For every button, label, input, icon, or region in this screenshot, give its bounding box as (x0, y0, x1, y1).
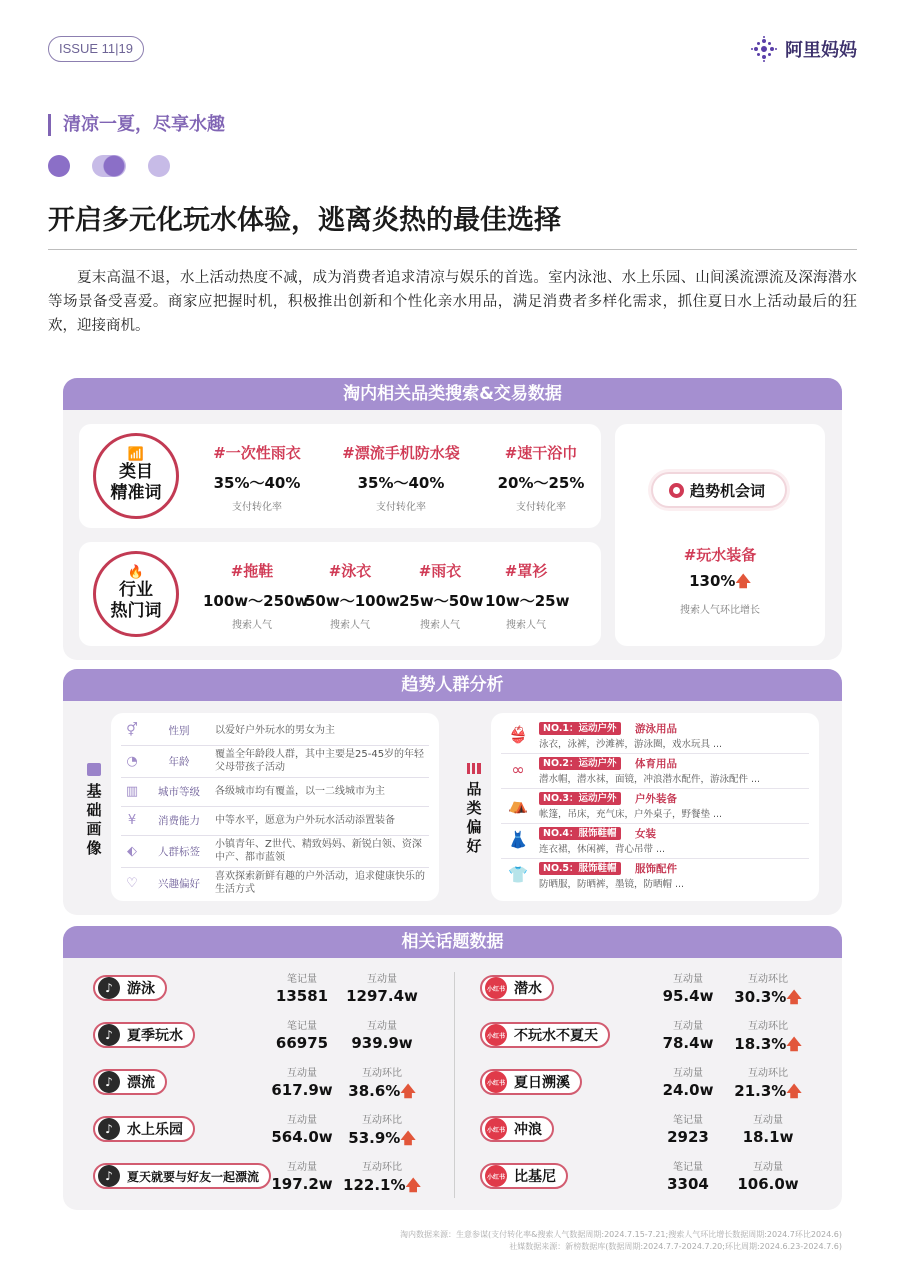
stat-value: 24.0w (662, 1081, 714, 1099)
profile-value: 各级城市均有覆盖，以一二线城市为主 (215, 786, 385, 797)
metric-value: 50w～100w (305, 592, 400, 610)
stat-label: 互动量 (287, 1068, 317, 1079)
profile-char: 画 (86, 820, 102, 838)
topic-tag[interactable] (93, 1163, 271, 1189)
metric-tag: #拖鞋 (230, 562, 274, 580)
xiaohongshu-icon: 小红书 (485, 1118, 507, 1140)
stat-value-row (262, 987, 342, 1005)
topic-name: 游泳 (127, 981, 155, 997)
swimsuit-icon: 👙 (508, 725, 528, 744)
douyin-icon: ♪ (98, 1118, 120, 1140)
dot-dark (48, 155, 70, 177)
stat-label: 互动量 (673, 1068, 703, 1079)
topic-name: 夏季玩水 (127, 1028, 183, 1044)
topic-tag[interactable] (93, 1116, 195, 1142)
topic-stat (262, 1064, 342, 1099)
category-name: 户外装备 (635, 793, 677, 805)
tag-icon: ⬖ (127, 843, 137, 859)
metric-value: 20%～25% (497, 474, 585, 492)
profile-value: 覆盖全年龄段人群，其中主要是25-45岁的年轻父母带孩子活动 (215, 749, 425, 773)
up-arrow-icon: 🡅 (786, 1082, 802, 1100)
growth-chart-icon: 📶 (127, 447, 145, 462)
stat-value: 939.9w (351, 1034, 413, 1052)
stat-value: 13581 (275, 987, 329, 1005)
category-desc: 连衣裙，休闲裤，背心吊带 ... (539, 844, 666, 855)
metric-value: 25w～50w (399, 592, 484, 610)
up-arrow-icon: 🡅 (400, 1082, 416, 1100)
topic-stat (728, 1064, 808, 1106)
row-divider (121, 835, 429, 836)
douyin-icon: ♪ (98, 1071, 120, 1093)
topic-tag[interactable] (93, 1022, 195, 1048)
issue-badge: ISSUE 11|19 (48, 36, 144, 62)
topic-column-divider (454, 972, 455, 1198)
category-rank-tag: NO.1：运动户外 (539, 722, 621, 735)
topic-name: 不玩水不夏天 (514, 1028, 598, 1044)
stat-value: 2923 (667, 1128, 709, 1146)
stat-value: 18.3% (734, 1035, 787, 1053)
precise-words-card (79, 424, 601, 528)
up-arrow-icon: 🡅 (400, 1129, 416, 1147)
opportunity-pill (651, 472, 787, 508)
metric-label: 支付转化率 (232, 502, 282, 513)
category-item (501, 756, 809, 788)
topic-stat (648, 1111, 728, 1146)
stat-label: 笔记量 (287, 974, 317, 985)
category-name: 女装 (635, 828, 656, 840)
xiaohongshu-icon: 小红书 (485, 1165, 507, 1187)
topic-stat (342, 1111, 422, 1153)
stat-value: 66975 (275, 1034, 329, 1052)
topic-stat (648, 1017, 728, 1052)
row-divider (121, 777, 429, 778)
footnote (400, 1229, 842, 1253)
stat-label: 互动量 (287, 1162, 317, 1173)
footnote-line: 社媒数据来源：新榜数据库(数据周期:2024.7.7-2024.7.20;环比周期:2024.6.23-2024.7.6) (509, 1242, 842, 1251)
precise-metric (341, 442, 461, 513)
hot-label-2: 热门词 (110, 601, 162, 621)
stat-value: 197.2w (271, 1175, 333, 1193)
stat-label: 笔记量 (673, 1162, 703, 1173)
dress-icon: 👗 (508, 830, 528, 849)
crowd-panel-title: 趋势人群分析 (63, 669, 842, 701)
topic-name: 水上乐园 (127, 1122, 183, 1138)
topic-stat (648, 970, 728, 1005)
opportunity-card (615, 424, 825, 646)
stat-value-row (728, 987, 808, 1012)
category-item (501, 721, 809, 753)
stat-value-row (648, 1081, 728, 1099)
xiaohongshu-icon: 小红书 (485, 1071, 507, 1093)
profile-row (121, 869, 429, 897)
category-desc: 潜水帽，潜水袜，面镜，冲浪潜水配件，游泳配件 ... (539, 774, 761, 785)
dot-mid (92, 155, 126, 177)
stat-label: 笔记量 (287, 1021, 317, 1032)
row-divider (121, 745, 429, 746)
topic-panel-title: 相关话题数据 (63, 926, 842, 958)
profile-key: 城市等级 (158, 786, 200, 798)
profile-row (121, 809, 429, 832)
category-item (501, 861, 809, 893)
stat-label: 互动环比 (748, 1021, 788, 1032)
profile-key: 消费能力 (158, 815, 200, 827)
metric-label: 搜索人气 (420, 620, 460, 631)
opportunity-metric (655, 544, 785, 616)
topic-stat (262, 970, 342, 1005)
metric-tag: #漂流手机防水袋 (342, 444, 460, 462)
stat-label: 互动量 (673, 1021, 703, 1032)
stat-value-row (648, 1175, 728, 1193)
category-desc: 帐篷，吊床，充气床，户外桌子，野餐垫 ... (539, 809, 723, 820)
alimama-logo-icon (751, 36, 777, 62)
profile-row (121, 747, 429, 775)
row-divider (501, 788, 809, 789)
category-side-label (463, 763, 485, 856)
hot-words-card (79, 542, 601, 646)
profile-icon (87, 763, 101, 776)
decorative-dots (48, 153, 178, 179)
profile-char: 础 (86, 801, 102, 819)
topic-name: 潜水 (514, 981, 542, 997)
dot-light (148, 155, 170, 177)
row-divider (501, 858, 809, 859)
stat-value: 617.9w (271, 1081, 333, 1099)
stat-label: 互动量 (753, 1115, 783, 1126)
page-title: 开启多元化玩水体验，逃离炎热的最佳选择 (48, 205, 561, 236)
opportunity-value-row (655, 571, 785, 596)
category-rank-tag: NO.2：运动户外 (539, 757, 621, 770)
stat-value-row (648, 1034, 728, 1052)
brand-name: 阿里妈妈 (785, 40, 857, 61)
profile-side-label (83, 763, 105, 858)
profile-value: 中等水平，愿意为户外玩水活动添置装备 (215, 815, 395, 826)
metric-tag: #雨衣 (418, 562, 462, 580)
opportunity-pill-label: 趋势机会词 (690, 481, 766, 500)
hot-label-1: 行业 (119, 580, 153, 600)
topic-name: 比基尼 (514, 1169, 556, 1185)
precise-words-badge (93, 433, 179, 519)
profile-row (121, 837, 429, 865)
opportunity-label: 搜索人气环比增长 (680, 605, 760, 616)
category-rank-tag: NO.3：运动户外 (539, 792, 621, 805)
topic-stat (728, 1017, 808, 1059)
stat-label: 互动量 (287, 1115, 317, 1126)
stat-value: 78.4w (662, 1034, 714, 1052)
stat-value-row (342, 1081, 422, 1106)
topic-stat (262, 1158, 342, 1193)
metric-tag: #速干浴巾 (504, 444, 578, 462)
stat-value-row (648, 987, 728, 1005)
stat-value: 3304 (667, 1175, 709, 1193)
category-rank-tag: NO.4：服饰鞋帽 (539, 827, 621, 840)
profile-char: 基 (86, 782, 102, 800)
crowd-panel (63, 669, 842, 915)
metric-value: 10w～25w (485, 592, 570, 610)
row-divider (121, 867, 429, 868)
flame-icon: 🔥 (127, 565, 145, 580)
douyin-icon: ♪ (98, 1024, 120, 1046)
gender-icon: ⚥ (126, 723, 138, 738)
stat-label: 互动环比 (362, 1068, 402, 1079)
stat-value-row (728, 1034, 808, 1059)
opportunity-value: 130% (689, 572, 736, 590)
stat-value: 106.0w (737, 1175, 799, 1193)
precise-label-2: 精准词 (110, 483, 162, 503)
hot-metric (203, 560, 309, 631)
opportunity-tag: #玩水装备 (683, 546, 757, 564)
city-icon: ▥ (125, 784, 139, 799)
stat-value-row (728, 1128, 808, 1146)
xiaohongshu-icon: 小红书 (485, 977, 507, 999)
stat-value-row (728, 1081, 808, 1106)
profile-key: 性别 (168, 725, 190, 737)
metric-label: 搜索人气 (232, 620, 272, 631)
up-arrow-icon: 🡅 (786, 1035, 802, 1053)
stat-value-row (728, 1175, 808, 1193)
category-name: 体育用品 (635, 758, 677, 770)
metric-value: 35%～40% (213, 474, 301, 492)
category-name: 服饰配件 (635, 863, 677, 875)
topic-tag[interactable] (93, 1069, 167, 1095)
stat-value-row (262, 1034, 342, 1052)
category-name: 游泳用品 (635, 723, 677, 735)
topic-stat (342, 1017, 422, 1052)
xiaohongshu-icon: 小红书 (485, 1024, 507, 1046)
category-item (501, 826, 809, 858)
topic-stat (342, 1064, 422, 1106)
category-rank-tag: NO.5：服饰鞋帽 (539, 862, 621, 875)
stat-value: 38.6% (348, 1082, 401, 1100)
category-char: 品 (466, 780, 482, 798)
bar-chart-icon (467, 763, 481, 774)
stat-label: 互动环比 (748, 1068, 788, 1079)
category-char: 偏 (466, 818, 482, 836)
profile-row (121, 719, 429, 742)
search-data-panel (63, 378, 842, 660)
douyin-icon: ♪ (98, 977, 120, 999)
profile-value: 以爱好户外玩水的男女为主 (215, 725, 335, 736)
stat-value: 53.9% (348, 1129, 401, 1147)
topic-stat (262, 1017, 342, 1052)
topic-stat (728, 1111, 808, 1146)
metric-value: 100w～250w (203, 592, 309, 610)
stat-label: 互动环比 (362, 1162, 402, 1173)
topic-tag[interactable] (480, 1163, 568, 1189)
ring-icon (669, 483, 684, 498)
profile-char: 像 (86, 839, 102, 857)
stat-label: 笔记量 (673, 1115, 703, 1126)
metric-tag: #泳衣 (328, 562, 372, 580)
tent-icon: ⛺ (508, 795, 528, 814)
topic-tag[interactable] (480, 975, 554, 1001)
hot-metric (305, 560, 400, 631)
topic-stat (342, 970, 422, 1005)
topic-tag[interactable] (480, 1116, 554, 1142)
hot-words-badge (93, 551, 179, 637)
brand-logo (751, 36, 857, 62)
hot-metric (485, 560, 570, 631)
up-arrow-icon: 🡅 (405, 1176, 421, 1194)
topic-stat (342, 1158, 422, 1200)
stat-value: 95.4w (662, 987, 714, 1005)
topic-tag[interactable] (93, 975, 167, 1001)
stat-value: 1297.4w (346, 987, 418, 1005)
stat-value: 18.1w (742, 1128, 794, 1146)
footnote-line: 淘内数据来源：生意参谋(支付转化率&搜索人气数据周期:2024.7.15-7.21;搜索人气环比增长数据周期:2024.7环比2024.6) (400, 1230, 842, 1239)
topic-stat (728, 1158, 808, 1193)
precise-metric (491, 442, 591, 513)
age-icon: ◔ (126, 753, 138, 769)
up-arrow-icon: 🡅 (735, 572, 751, 590)
topic-name: 冲浪 (514, 1122, 542, 1138)
stat-label: 互动量 (367, 1021, 397, 1032)
stat-value-row (648, 1128, 728, 1146)
category-desc: 泳衣，泳裤，沙滩裤，游泳圈，戏水玩具 ... (539, 739, 723, 750)
row-divider (121, 806, 429, 807)
stat-label: 互动量 (367, 974, 397, 985)
douyin-icon: ♪ (98, 1165, 120, 1187)
stat-label: 互动量 (753, 1162, 783, 1173)
category-char: 好 (466, 837, 482, 855)
category-desc: 防晒服，防晒裤，墨镜，防晒帽 ... (539, 879, 685, 890)
profile-card (111, 713, 439, 901)
intro-paragraph: 夏末高温不退，水上活动热度不减，成为消费者追求清凉与娱乐的首选。室内泳池、水上乐园、山间溪流漂流及深海潜水等场景备受喜爱。商家应把握时机，积极推出创新和个性化亲水用品，满足消费者多样化需求，抓住夏日水上活动最后的狂欢，迎接商机。 (48, 270, 857, 334)
profile-value: 喜欢探索新鲜有趣的户外活动，追求健康快乐的生活方式 (215, 871, 425, 895)
section-subtitle: 清凉一夏，尽享水趣 (48, 114, 225, 136)
profile-row (121, 780, 429, 803)
goggles-icon: ∞ (511, 760, 525, 779)
stat-value: 21.3% (734, 1082, 787, 1100)
topic-stat (728, 970, 808, 1012)
profile-value: 小镇青年、Z世代、精致妈妈、新锐白领、资深中产、都市蓝领 (215, 839, 422, 863)
metric-label: 支付转化率 (516, 502, 566, 513)
metric-tag: #罩衫 (504, 562, 548, 580)
stat-value: 122.1% (343, 1176, 406, 1194)
stat-value: 564.0w (271, 1128, 333, 1146)
precise-metric (207, 442, 307, 513)
stat-value-row (262, 1128, 342, 1146)
topic-name: 夏日溯溪 (514, 1075, 570, 1091)
stat-value-row (342, 1034, 422, 1052)
topic-stat (648, 1158, 728, 1193)
title-divider (48, 249, 857, 250)
profile-key: 兴趣偏好 (158, 877, 200, 890)
stat-label: 互动量 (673, 974, 703, 985)
up-arrow-icon: 🡅 (786, 988, 802, 1006)
stat-value-row (262, 1081, 342, 1099)
heart-icon: ♡ (126, 875, 138, 891)
stat-value-row (342, 1175, 422, 1200)
stat-label: 互动环比 (362, 1115, 402, 1126)
metric-value: 35%～40% (357, 474, 445, 492)
topic-tag[interactable] (480, 1069, 582, 1095)
category-item (501, 791, 809, 823)
category-card (491, 713, 819, 901)
topic-name: 漂流 (127, 1075, 155, 1091)
metric-label: 支付转化率 (376, 502, 426, 513)
row-divider (501, 823, 809, 824)
topic-name: 夏天就要与好友一起漂流 (127, 1169, 260, 1184)
stat-label: 互动环比 (748, 974, 788, 985)
stat-value: 30.3% (734, 988, 787, 1006)
hot-metric (399, 560, 484, 631)
topic-tag[interactable] (480, 1022, 610, 1048)
category-char: 类 (466, 799, 482, 817)
profile-key: 年龄 (168, 755, 190, 768)
stat-value-row (342, 987, 422, 1005)
shirt-icon: 👕 (508, 865, 528, 884)
profile-key: 人群标签 (158, 845, 200, 858)
stat-value-row (342, 1128, 422, 1153)
topic-stat (262, 1111, 342, 1146)
metric-label: 搜索人气 (506, 620, 546, 631)
topic-stat (648, 1064, 728, 1099)
metric-label: 搜索人气 (330, 620, 370, 631)
yuan-icon: ¥ (127, 813, 137, 828)
precise-label-1: 类目 (119, 462, 153, 482)
row-divider (501, 753, 809, 754)
stat-value-row (262, 1175, 342, 1193)
search-panel-title: 淘内相关品类搜索&交易数据 (63, 378, 842, 410)
metric-tag: #一次性雨衣 (213, 444, 301, 462)
